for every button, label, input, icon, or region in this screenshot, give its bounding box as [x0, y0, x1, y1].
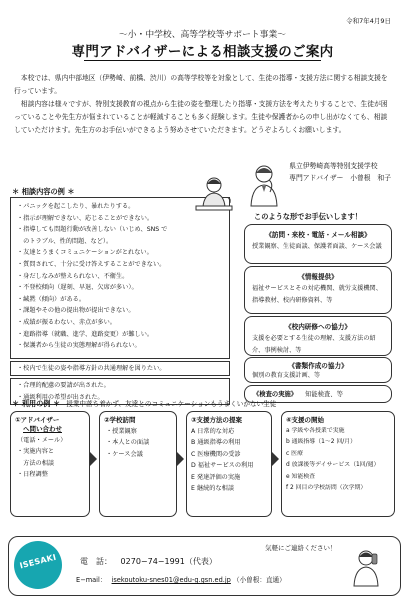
title-underline	[84, 60, 321, 61]
phone-number[interactable]: 0270−74−1991（代表）	[120, 557, 217, 566]
usage-header	[12, 398, 276, 409]
help-box-title: 《訪問・来校・電話・メール相談》	[265, 231, 371, 239]
page-title: 専門アドバイザーによる相談支援のご案内	[71, 44, 334, 60]
signature-school: 県立伊勢崎高等特別支援学校	[289, 162, 378, 170]
step-items	[282, 426, 394, 494]
person-thinking-illustration	[240, 162, 288, 208]
help-box-info	[244, 266, 392, 314]
example-item: ・身だしなみが整えられない、不衛生。	[17, 272, 129, 280]
step-items	[100, 426, 176, 460]
step-item: B 通級指導の利用	[191, 439, 241, 447]
subtitle: 〜小・中学校、高等学校等サポート事業〜	[118, 30, 287, 40]
example-item: ・指示が理解できない、応じることができない。	[17, 214, 154, 222]
contact-note: 気軽にご連絡ください！	[265, 544, 337, 552]
email-row	[76, 574, 286, 584]
examples-box	[10, 197, 230, 359]
help-box-training	[244, 316, 392, 356]
step-item: ・授業観察	[106, 428, 137, 435]
example-item: ・緘黙（傾向）がある。	[17, 295, 86, 303]
intro-paragraph-2: 相談内容は様々ですが、特別支援教育の視点から生徒の姿を整理したり指導・支援方法を考えたりすることで、生徒が困っていることや先生方が悩まれていることが軽減することも多く経験します。生徒や保護者からの申し出がなくても、相談していただけます。先生方のお手伝いができるよう努めさせていただきます。どうぞよろしくお願いします。	[14, 100, 388, 134]
signature	[289, 160, 391, 184]
step-items	[187, 426, 271, 494]
help-box-title: 《書類作成の協力》	[288, 362, 348, 370]
step-item: D 福祉サービスの利用	[191, 462, 254, 470]
step-title: ③支援方法の提案	[191, 416, 243, 424]
example-item: ・質問されて、十分に受け答えすることができない。	[17, 260, 166, 268]
example-item: ・合理的配慮の要請が出された。	[17, 382, 110, 389]
step-item: ・日程調整	[17, 471, 48, 479]
logo-text: ISESAKI	[18, 552, 58, 571]
step-3-box	[186, 411, 272, 517]
help-box-consultation	[244, 224, 392, 264]
usage-heading: ＊ 利用の例 ＊	[12, 399, 61, 408]
help-box-documents	[244, 357, 392, 383]
example-item: ・保護者から生徒の実態理解が得られない。	[17, 342, 141, 350]
help-box-title: 《検査の実施》	[253, 391, 298, 398]
step-item: b 通級指導（1〜2 回/月）	[286, 439, 356, 446]
step-1-box	[10, 411, 90, 517]
step-title-2: へ問い合わせ	[23, 425, 62, 433]
intro-paragraph-1: 本校では、県内中部地区（伊勢崎、前橋、渋川）の高等学校等を対象として、生徒の指導・支援方法に関する相談支援を行っています。	[14, 74, 388, 95]
arrow-icon	[272, 452, 279, 466]
example-item: ・進路指導（就職、進学、進路変更）が難しい。	[17, 330, 154, 338]
help-box-body: 知能検査、等	[305, 391, 343, 398]
usage-caption: 授業中落ち着かず、友達とのコミュニケーションもうまくいかない生徒	[66, 400, 277, 408]
arrow-icon	[90, 452, 97, 466]
step-2-box	[99, 411, 177, 517]
email-person: （小曽根：直通）	[232, 576, 286, 584]
step-item: 方法の相談	[17, 459, 55, 467]
step-item: ・実施内容と	[17, 448, 55, 456]
example-item: ・通級利用の希望が出された。	[17, 393, 104, 401]
step-item: a 学級や各授業で実施	[286, 428, 345, 434]
help-box-body: 個別の教育支援計画、等	[252, 372, 321, 379]
example-item: ・校内で生徒の姿や指導方針の共通理解を図りたい。	[17, 365, 166, 372]
examples-list	[11, 198, 229, 352]
step-item: E 継続的な相談	[191, 485, 235, 493]
email-link[interactable]: isekoutoku-snes01@edu-g.gsn.ed.jp	[111, 576, 231, 584]
example-item: のトラブル、性的問題、など）。	[17, 237, 113, 245]
step-item: C 医療機関の受診	[191, 450, 241, 458]
step-item: A 日常的な対応	[191, 428, 235, 435]
intro-text	[14, 72, 392, 137]
step-item: c 医療	[286, 450, 303, 457]
date: 令和7年4月9日	[346, 17, 391, 25]
examples-box-2	[10, 361, 230, 376]
step-4-box	[281, 411, 395, 517]
phone-label: 電 話：	[80, 557, 112, 566]
step-items	[11, 435, 89, 481]
email-label: E−mail：	[76, 576, 107, 584]
examples-list-2	[11, 362, 229, 375]
step-item: （電話・メール）	[17, 437, 67, 444]
help-box-title: 《情報提供》	[298, 273, 338, 281]
help-box-body: 授業観察、生徒面談、保護者面談、ケース会議	[252, 243, 382, 250]
help-box-body: 福祉サービスとその対応機関、就労支援機関、指導教材、校内研修資料、等	[252, 285, 382, 304]
step-item: ・ケース会議	[106, 450, 143, 458]
example-item: ・指導しても問題行動が改善しない（いじめ、SNS で	[17, 226, 168, 234]
help-box-title: 《校内研修への協力》	[285, 323, 351, 331]
example-item: ・友達とうまくコミュニケーションがとれない。	[17, 249, 153, 257]
step-item: e 知能検査	[286, 473, 316, 480]
examples-heading: ＊ 相談内容の例 ＊	[12, 187, 75, 196]
person-phone-illustration	[348, 548, 384, 588]
help-heading: このような形でお手伝いします！	[254, 212, 362, 221]
school-logo	[14, 541, 62, 589]
step-item: d 放課後等デイサービス（1回/週）	[286, 462, 380, 469]
signature-person: 専門アドバイザー 小曾根 和子	[289, 174, 391, 182]
example-item: ・パニックを起こしたり、暴れたりする。	[17, 203, 135, 210]
step-title: ②学校訪問	[104, 416, 136, 424]
step-title: ①アドバイザー	[15, 416, 60, 424]
example-item: ・課題やその他の提出物が提出できない。	[17, 307, 135, 315]
person-at-desk-illustration	[190, 175, 236, 217]
phone-row	[80, 556, 217, 567]
step-item: ・本人との面談	[106, 439, 150, 447]
example-item: ・成績が振るわない、赤点が多い。	[17, 318, 116, 326]
step-item: f 2 回目の学校訪問（次学期）	[286, 485, 367, 492]
step-item: E 発達評価の実施	[191, 473, 241, 481]
example-item: ・不登校傾向（遅刻、早退、欠席が多い）。	[17, 284, 138, 292]
help-box-body: 支援を必要とする生徒の理解、支援方法の紹介、事例検討、等	[252, 335, 376, 354]
step-title: ④支援の開始	[286, 416, 325, 424]
arrow-icon	[177, 452, 184, 466]
